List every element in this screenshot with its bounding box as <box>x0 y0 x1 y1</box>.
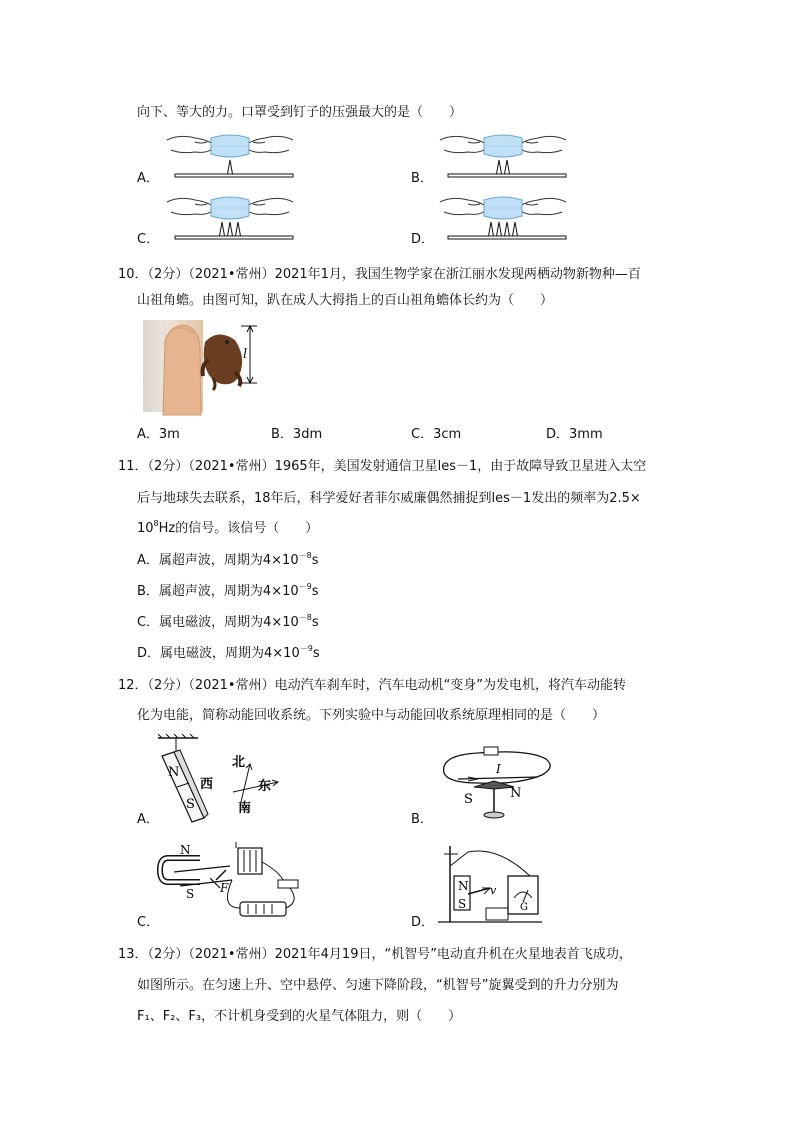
q12-figure-d <box>438 846 548 928</box>
q11-option-d: D．属电磁波，周期为$4\times 10^{-9}s$ <box>137 644 320 661</box>
q11-stem-line1: 11．（2分）（2021•常州）1965年，美国发射通信卫星les－1，由于故障导致卫星进入太空 <box>118 459 647 474</box>
q12-option-d-label: D． <box>411 915 435 930</box>
nail <box>236 222 241 236</box>
nail <box>505 160 510 174</box>
q9-option-b-label: B． <box>411 171 433 186</box>
q10-option-c: C．3cm <box>411 427 462 442</box>
q10-stem-line1: 10．（2分）（2021•常州）2021年1月，我国生物学家在浙江丽水发现两栖动物新物种—百 <box>118 267 641 282</box>
q12-figure-a <box>158 734 288 830</box>
q12-stem-line2: 化为电能，简称动能回收系统。下列实验中与动能回收系统原理相同的是（ ） <box>137 708 606 723</box>
q13-stem-line2: 如图所示。在匀速上升、空中悬停、匀速下降阶段，“机智号”旋翼受到的升力分别为 <box>137 978 619 993</box>
q9-figure-d <box>438 194 568 244</box>
q9-option-a-label: A． <box>137 171 159 186</box>
svg-text:G: G <box>520 902 528 913</box>
q10-option-d: D．3mm <box>546 427 603 442</box>
q12-figure-b <box>438 745 558 825</box>
frog-length-label: l <box>243 347 248 362</box>
svg-text:南: 南 <box>238 801 252 816</box>
q10-option-a: A．3m <box>137 427 180 442</box>
svg-text:N: N <box>458 879 469 893</box>
q11-stem-line2: 后与地球失去联系，18年后，科学爱好者菲尔威廉偶然捕捉到les－1发出的频率为2.5× <box>137 491 641 506</box>
q10-option-b: B．3dm <box>271 427 323 442</box>
svg-text:S: S <box>464 792 473 807</box>
svg-text:西: 西 <box>200 777 214 792</box>
svg-text:东: 东 <box>258 779 272 794</box>
q9-option-d-label: D． <box>411 232 435 247</box>
q9-option-c-label: C． <box>137 232 160 247</box>
q11-option-b: B．属超声波，周期为$4\times 10^{-9}s$ <box>137 582 319 599</box>
q13-stem-line3: F₁、F₂、F₃，不计机身受到的火星气体阻力，则（ ） <box>137 1009 462 1024</box>
svg-text:S: S <box>458 897 467 911</box>
q9-figure-b <box>438 132 568 182</box>
svg-text:北: 北 <box>232 755 246 770</box>
q11-option-a: A．属超声波，周期为$4\times 10^{-8}s$ <box>137 551 319 568</box>
q10-stem-line2: 山祖角蟾。由图可知，趴在成人大拇指上的百山祖角蟾体长约为（ ） <box>137 293 554 308</box>
nail <box>228 222 233 236</box>
q13-stem-line1: 13．（2分）（2021•常州）2021年4月19日，“机智号”电动直升机在火星地表首飞成功， <box>118 947 632 962</box>
q11-stem-line3: $10^8Hz$的信号。该信号（ ） <box>137 519 319 536</box>
q9-stem-tail: 向下、等大的力。口罩受到钉子的压强最大的是（ ） <box>137 105 463 120</box>
svg-text:N: N <box>180 843 191 857</box>
nail <box>220 222 225 236</box>
nail <box>497 222 502 236</box>
q9-figure-c <box>165 194 295 244</box>
q12-figure-c <box>160 842 310 928</box>
svg-text:N: N <box>510 786 522 801</box>
nail <box>228 160 233 174</box>
svg-text:S: S <box>186 797 195 812</box>
svg-text:F: F <box>220 881 229 895</box>
q12-option-c-label: C． <box>137 915 160 930</box>
q9-figure-a <box>165 132 295 182</box>
q12-option-b-label: B． <box>411 812 433 827</box>
q11-option-c: C．属电磁波，周期为$4\times 10^{-8}s$ <box>137 613 319 630</box>
frog-length-figure <box>143 320 273 415</box>
q12-option-a-label: A． <box>137 812 159 827</box>
svg-text:I: I <box>496 762 501 776</box>
nail <box>497 160 502 174</box>
svg-text:v: v <box>490 884 497 897</box>
svg-text:N: N <box>168 765 180 780</box>
nail <box>513 222 518 236</box>
svg-text:S: S <box>186 887 195 901</box>
nail <box>505 222 510 236</box>
q12-stem-line1: 12．（2分）（2021•常州）电动汽车刹车时，汽车电动机“变身”为发电机，将汽车动能转 <box>118 678 627 693</box>
nail <box>489 222 494 236</box>
